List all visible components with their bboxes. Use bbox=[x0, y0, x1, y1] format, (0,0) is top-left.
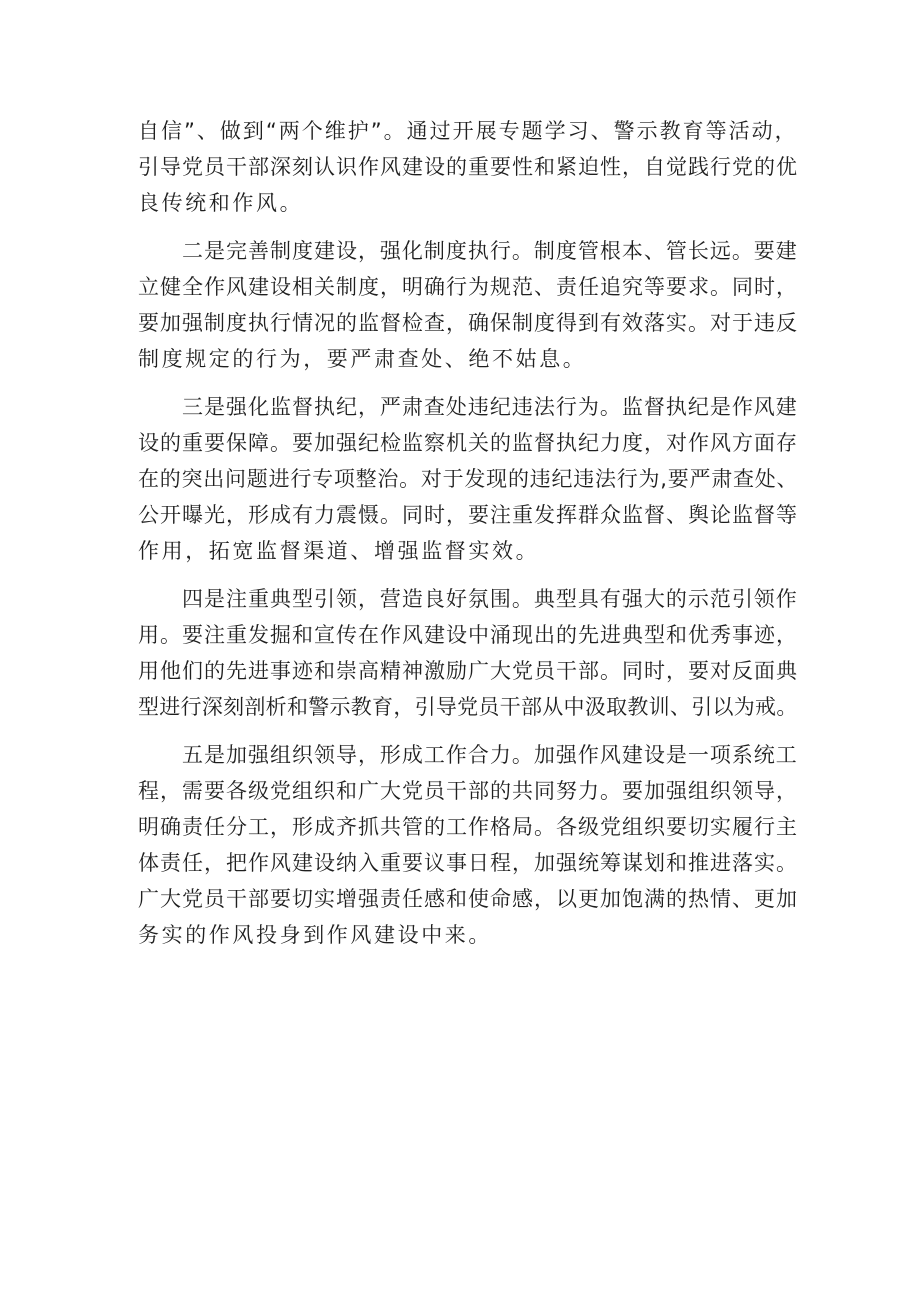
paragraph-line: 良传统和作风。 bbox=[138, 191, 304, 215]
paragraph-line: 型进行深刻剖析和警示教育，引导党员干部从中汲取教训、引以为戒。 bbox=[138, 695, 798, 719]
paragraph-line: 要加强制度执行情况的监督检查，确保制度得到有效落实。对于违反 bbox=[138, 311, 798, 335]
paragraph-line: 二是完善制度建设，强化制度执行。制度管根本、管长远。要建 bbox=[182, 239, 798, 263]
paragraph-5 bbox=[138, 737, 798, 953]
paragraph-line: 用他们的先进事迹和崇高精神激励广大党员干部。同时，要对反面典 bbox=[138, 659, 798, 683]
paragraph-line: 程，需要各级党组织和广大党员干部的共同努力。要加强组织领导， bbox=[138, 779, 798, 803]
paragraph-line: 公开曝光，形成有力震慑。同时，要注重发挥群众监督、舆论监督等 bbox=[138, 503, 798, 527]
paragraph-2 bbox=[138, 233, 798, 377]
paragraph-line: 制度规定的行为，要严肃查处、绝不姑息。 bbox=[138, 347, 587, 371]
paragraph-line: 四是注重典型引领，营造良好氛围。典型具有强大的示范引领作 bbox=[182, 587, 798, 611]
paragraph-1 bbox=[138, 113, 798, 221]
paragraph-line: 作用，拓宽监督渠道、增强监督实效。 bbox=[138, 539, 540, 563]
paragraph-line: 五是加强组织领导，形成工作合力。加强作风建设是一项系统工 bbox=[182, 743, 798, 767]
paragraph-4 bbox=[138, 581, 798, 725]
paragraph-line: 用。要注重发掘和宣传在作风建设中涌现出的先进典型和优秀事迹， bbox=[138, 623, 798, 647]
paragraph-line: 务实的作风投身到作风建设中来。 bbox=[138, 923, 492, 947]
document-body bbox=[138, 113, 798, 953]
paragraph-line: 设的重要保障。要加强纪检监察机关的监督执纪力度，对作风方面存 bbox=[138, 431, 798, 455]
paragraph-line: 立健全作风建设相关制度，明确行为规范、责任追究等要求。同时， bbox=[138, 275, 798, 299]
paragraph-line: 三是强化监督执纪，严肃查处违纪违法行为。监督执纪是作风建 bbox=[182, 395, 798, 419]
paragraph-line: 在的突出问题进行专项整治。对于发现的违纪违法行为,要严肃查处、 bbox=[138, 467, 799, 491]
paragraph-line: 引导党员干部深刻认识作风建设的重要性和紧迫性，自觉践行党的优 bbox=[138, 155, 798, 179]
paragraph-line: 广大党员干部要切实增强责任感和使命感，以更加饱满的热情、更加 bbox=[138, 887, 798, 911]
paragraph-3 bbox=[138, 389, 798, 569]
paragraph-line: 自信”、做到“两个维护”。通过开展专题学习、警示教育等活动， bbox=[138, 119, 798, 143]
paragraph-line: 体责任，把作风建设纳入重要议事日程，加强统筹谋划和推进落实。 bbox=[138, 851, 798, 875]
paragraph-line: 明确责任分工，形成齐抓共管的工作格局。各级党组织要切实履行主 bbox=[138, 815, 798, 839]
